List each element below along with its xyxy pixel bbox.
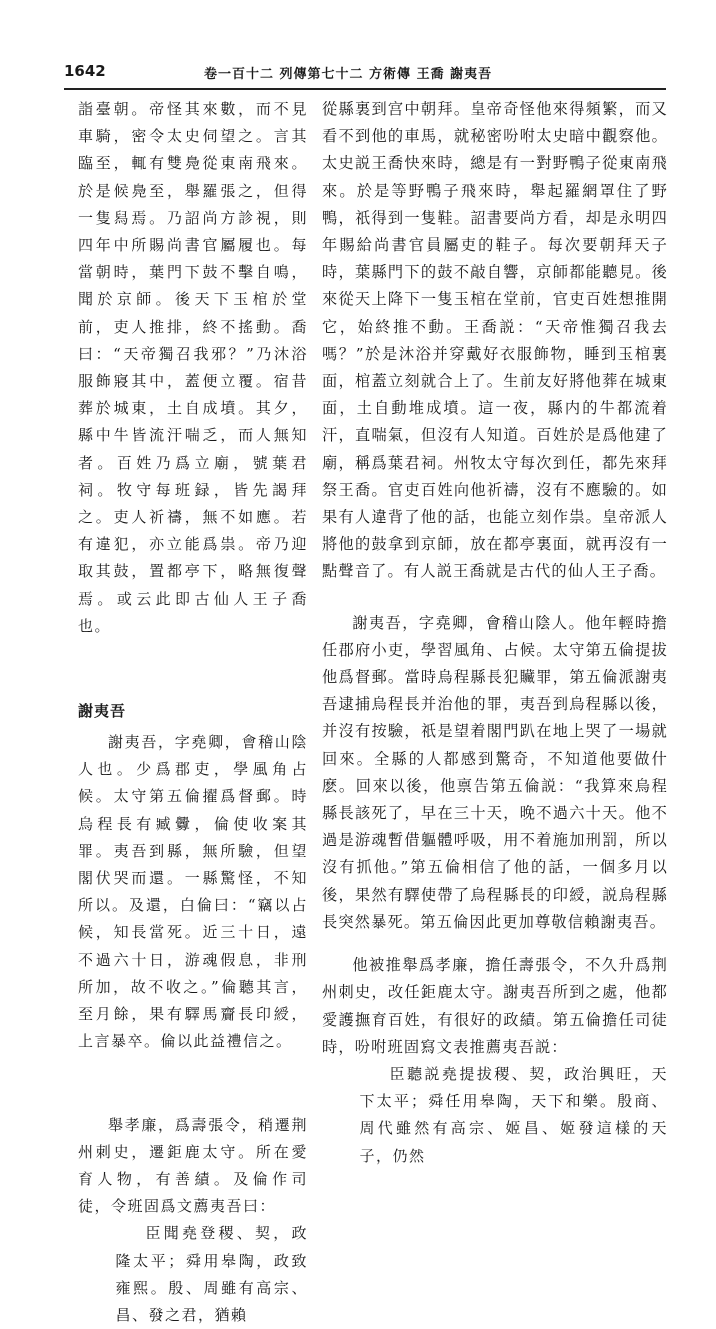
modern-translation-column [322,96,668,1165]
header-rule [64,88,666,90]
page-number: 1642 [64,62,106,80]
translation-paragraph-wang-qiao: 從縣裏到宫中朝拜。皇帝奇怪他來得頻繁，而又看不到他的車馬，就秘密吩咐太史暗中觀察他。太史説王喬快來時，總是有一對野鴨子從東南飛來。於是等野鴨子飛來時，舉起羅網罩住了野鴨，祇得到一隻鞋。詔書要尚方看，却是永明四年賜給尚書官員屬吏的鞋子。每次要朝拜天子時，葉縣門下的鼓不敲自響，京師都能聽見。後來從天上降下一隻玉棺在堂前，官吏百姓想推開它，始終推不動。王喬説：“天帝惟獨召我去嗎？”於是沐浴并穿戴好衣服飾物，睡到玉棺裏面，棺蓋立刻就合上了。生前友好將他葬在城東面，土自動堆成墳。這一夜，縣内的牛都流着汗，直喘氣，但沒有人知道。百姓於是爲他建了廟，稱爲葉君祠。州牧太守每次到任，都先來拜祭王喬。官吏百姓向他祈禱，沒有不應驗的。如果有人違背了他的話，也能立刻作祟。皇帝派人將他的鼓拿到京師，放在都亭裏面，就再沒有一點聲音了。有人説王喬就是古代的仙人王子喬。 [322,100,668,581]
translation-paragraph-xie-yiwu-1: 謝夷吾，字堯卿，會稽山陰人。他年輕時擔任郡府小吏，學習風角、占候。太守第五倫提拔他爲督郵。當時烏程縣長犯贜罪，第五倫派謝夷吾逮捕烏程長并治他的罪，夷吾到烏程縣以後，并沒有按驗，祇是望着閣門趴在地上哭了一場就回來。全縣的人都感到驚奇，不知道他要做什麽。回來以後，他禀告第五倫説：“我算來烏程縣長該死了，早在三十天，晚不過六十天。他不過是游魂暫借軀體呼吸，用不着施加刑罰，所以沒有抓他。”第五倫相信了他的話，一個多月以後，果然有驛使帶了烏程縣長的印綬，説烏程縣長突然暴死。第五倫因此更加尊敬信賴謝夷吾。 [322,613,668,931]
classical-paragraph-xie-yiwu-1: 謝夷吾，字堯卿，會稽山陰人也。少爲郡吏，學風角占候。太守第五倫擢爲督郵。時烏程長有臧釁，倫使收案其罪。夷吾到縣，無所驗，但望閣伏哭而還。一縣驚怪，不知所以。及還，白倫曰：“竊以占候，知長當死。近三十日，遠不過六十日，游魂假息，非刑所加，故不收之。”倫聽其言，至月餘，果有驛馬齎長印綬，上言暴卒。倫以此益禮信之。 [78,733,308,1051]
running-head: 卷一百十二 列傳第七十二 方術傳 王喬 謝夷吾 [204,67,493,82]
page-header [64,62,660,84]
classical-text-column [78,96,308,1324]
translation-quote: 臣聽説堯提拔稷、契，政治興旺，天下太平；舜任用皋陶，天下和樂。殷商、周代雖然有高宗、姬昌、姬發這樣的天子，仍然 [359,1064,668,1165]
classical-quote: 臣聞堯登稷、契，政隆太平；舜用皋陶，政致雍熙。殷、周雖有高宗、昌、發之君，猶賴 [115,1224,308,1324]
translation-paragraph-xie-yiwu-2: 他被推舉爲孝廉，擔任壽張令，不久升爲荆州刺史，改任鉅鹿太守。謝夷吾所到之處，他都愛護撫育百姓，有很好的政績。第五倫擔任司徒時，吩咐班固寫文表推薦夷吾説： [322,956,668,1056]
classical-paragraph-xie-yiwu-2: 舉孝廉，爲壽張令，稍遷荆州刺史，遷鉅鹿太守。所在愛育人物，有善績。及倫作司徒，令班固爲文薦夷吾曰： [78,1115,308,1216]
classical-paragraph-wang-qiao: 詣臺朝。帝怪其來數，而不見車騎，密令太史伺望之。言其臨至，輒有雙鳧從東南飛來。於是候鳧至，舉羅張之，但得一隻舄焉。乃詔尚方診視，則四年中所賜尚書官屬履也。每當朝時，葉門下鼓不擊自鳴，聞於京師。後天下玉棺於堂前，吏人推排，終不搖動。喬曰：“天帝獨召我邪？”乃沐浴服飾寢其中，蓋便立覆。宿昔葬於城東，土自成墳。其夕，縣中牛皆流汗喘乏，而人無知者。百姓乃爲立廟，號葉君祠。牧守每班録，皆先謁拜之。吏人祈禱，無不如應。若有違犯，亦立能爲祟。帝乃迎取其鼓，置都亭下，略無復聲焉。或云此即古仙人王子喬也。 [78,100,308,635]
section-title: 謝夷吾 [78,702,127,721]
